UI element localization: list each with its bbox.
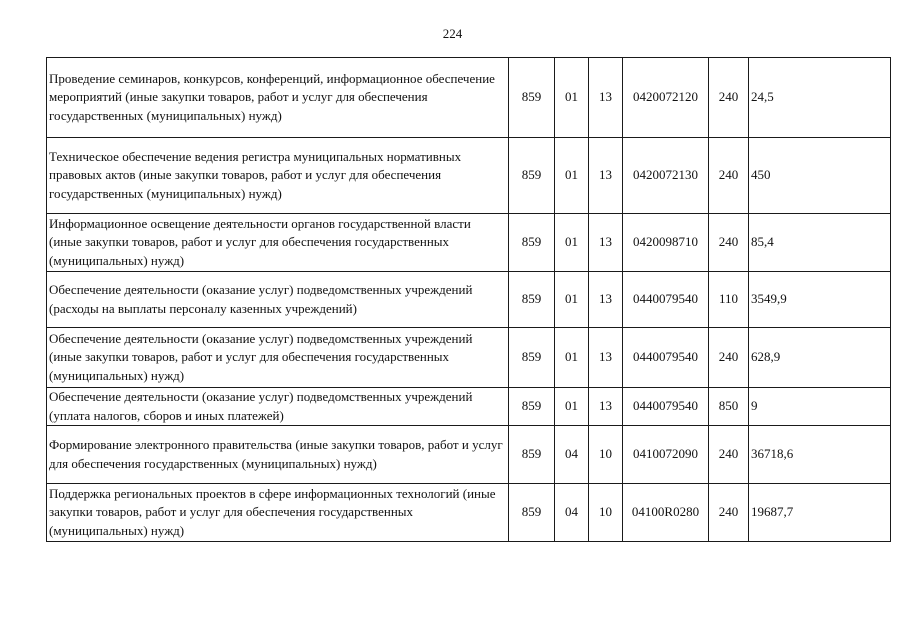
subsection-code: 10 [589,426,623,484]
table-row [47,214,891,272]
table-row [47,484,891,542]
expense-type-code: 240 [709,138,749,214]
table-row [47,426,891,484]
subsection-code: 10 [589,484,623,542]
amount: 450 [749,138,891,214]
ministry-code: 859 [509,138,555,214]
amount: 628,9 [749,328,891,388]
expense-type-code: 850 [709,388,749,426]
amount: 36718,6 [749,426,891,484]
expense-type-code: 110 [709,272,749,328]
amount: 9 [749,388,891,426]
expense-type-code: 240 [709,214,749,272]
target-article-code: 0420098710 [623,214,709,272]
row-description: Обеспечение деятельности (оказание услуг) подведомственных учреждений (иные закупки товаров, работ и услуг для обеспечения государственных (муниципальных) нужд) [47,328,509,388]
ministry-code: 859 [509,214,555,272]
row-description: Поддержка региональных проектов в сфере информационных технологий (иные закупки товаров, работ и услуг для обеспечения государственных (муниципальных) нужд) [47,484,509,542]
ministry-code: 859 [509,388,555,426]
row-description: Обеспечение деятельности (оказание услуг) подведомственных учреждений (уплата налогов, сборов и иных платежей) [47,388,509,426]
subsection-code: 13 [589,328,623,388]
row-description: Обеспечение деятельности (оказание услуг) подведомственных учреждений (расходы на выплаты персоналу казенных учреждений) [47,272,509,328]
table-row [47,272,891,328]
ministry-code: 859 [509,328,555,388]
target-article-code: 0410072090 [623,426,709,484]
amount: 3549,9 [749,272,891,328]
expense-type-code: 240 [709,58,749,138]
ministry-code: 859 [509,426,555,484]
section-code: 04 [555,484,589,542]
ministry-code: 859 [509,272,555,328]
row-description: Формирование электронного правительства (иные закупки товаров, работ и услуг для обеспечения государственных (муниципальных) нужд) [47,426,509,484]
subsection-code: 13 [589,58,623,138]
page-number: 224 [442,26,463,41]
row-description: Техническое обеспечение ведения регистра муниципальных нормативных правовых актов (иные закупки товаров, работ и услуг для обеспечения государственных (муниципальных) нужд) [47,138,509,214]
budget-table [46,57,891,542]
amount: 19687,7 [749,484,891,542]
section-code: 01 [555,328,589,388]
table-row [47,388,891,426]
table-row [47,58,891,138]
target-article-code: 0420072130 [623,138,709,214]
subsection-code: 13 [589,388,623,426]
target-article-code: 0440079540 [623,272,709,328]
expense-type-code: 240 [709,426,749,484]
subsection-code: 13 [589,138,623,214]
section-code: 01 [555,138,589,214]
row-description: Информационное освещение деятельности органов государственной власти (иные закупки товаров, работ и услуг для обеспечения государственных (муниципальных) нужд) [47,214,509,272]
expense-type-code: 240 [709,328,749,388]
section-code: 01 [555,58,589,138]
subsection-code: 13 [589,272,623,328]
subsection-code: 13 [589,214,623,272]
expense-type-code: 240 [709,484,749,542]
section-code: 01 [555,214,589,272]
amount: 85,4 [749,214,891,272]
row-description: Проведение семинаров, конкурсов, конференций, информационное обеспечение мероприятий (иные закупки товаров, работ и услуг для обеспечения государственных (муниципальных) нужд) [47,58,509,138]
amount: 24,5 [749,58,891,138]
section-code: 01 [555,272,589,328]
target-article-code: 0440079540 [623,328,709,388]
ministry-code: 859 [509,58,555,138]
section-code: 04 [555,426,589,484]
ministry-code: 859 [509,484,555,542]
target-article-code: 0440079540 [623,388,709,426]
section-code: 01 [555,388,589,426]
target-article-code: 0420072120 [623,58,709,138]
table-row [47,328,891,388]
table-row [47,138,891,214]
target-article-code: 04100R0280 [623,484,709,542]
